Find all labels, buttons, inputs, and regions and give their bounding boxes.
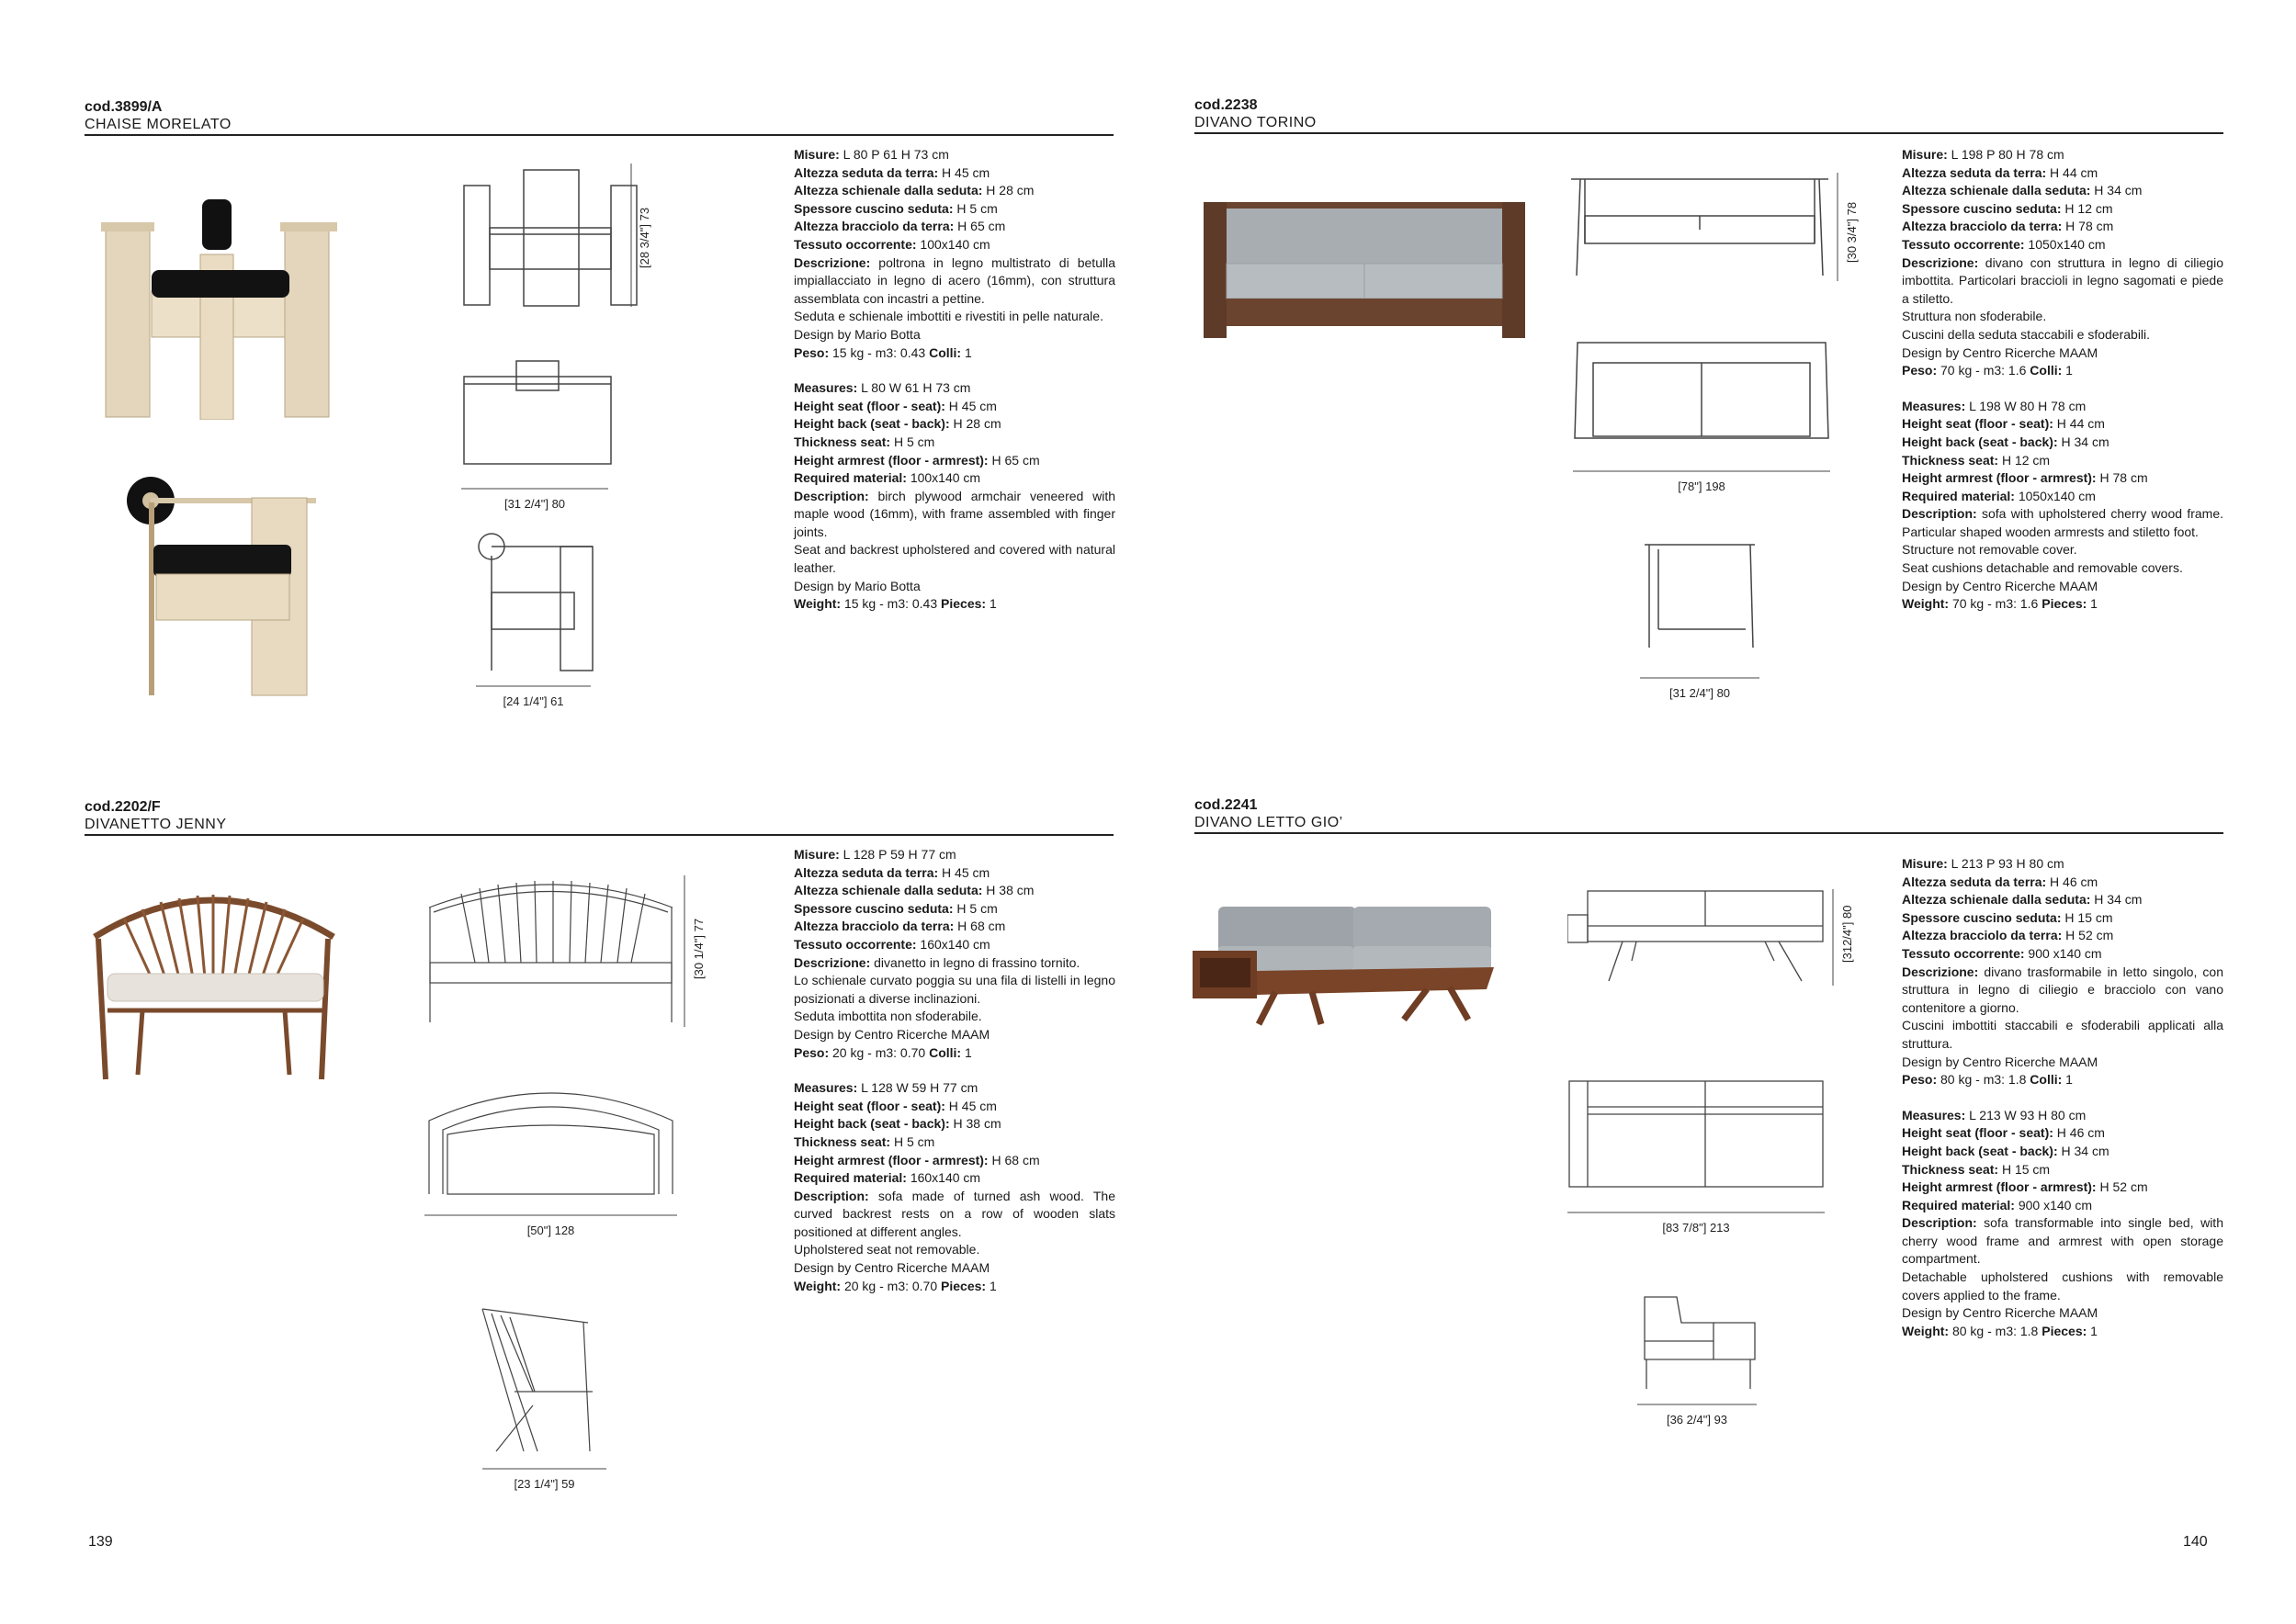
chaise-dim-line-v bbox=[629, 164, 633, 307]
chaise-photo-front bbox=[101, 195, 349, 420]
torino-drawing-side bbox=[1645, 542, 1759, 652]
gio-dim-height: [312/4"] 80 bbox=[1840, 905, 1854, 963]
jenny-dim-line-v bbox=[683, 875, 686, 1027]
chaise-dim-width: [31 2/4"] 80 bbox=[503, 497, 566, 511]
product-code: cod.2241 bbox=[1194, 797, 1258, 813]
page-number-left: 139 bbox=[88, 1534, 113, 1550]
torino-dim-line-v bbox=[1836, 173, 1839, 281]
torino-dim-depth: [31 2/4"] 80 bbox=[1668, 686, 1731, 700]
chaise-dim-line-h1 bbox=[461, 487, 608, 491]
gio-dim-line-h2 bbox=[1637, 1403, 1757, 1406]
jenny-dim-height: [30 1/4"] 77 bbox=[692, 918, 706, 979]
product-header-gio bbox=[1194, 796, 2223, 834]
torino-drawing-top bbox=[1573, 335, 1830, 445]
chaise-dim-height: [28 3/4"] 73 bbox=[638, 207, 651, 268]
chaise-drawing-top bbox=[461, 358, 617, 468]
chaise-photo-side bbox=[121, 473, 323, 698]
chaise-dim-depth: [24 1/4"] 61 bbox=[503, 694, 564, 708]
spec-block-jenny: Misure: L 128 P 59 H 77 cm Altezza seduta da terra: H 45 cm Altezza schienale dalla seduta: H 38 cm Spessore cuscino seduta: H 5 cm Altezza bracciolo da terra: H 68 cm Tessuto occorrente: 160x140 cm Descrizione: divanetto in legno di frassino tornito. Lo schienale curvato poggia su una fila di listelli in legno posizionati a diverse inclinazioni. Seduta imbottita non sfoderabile. Design by Centro Ricerche MAAM Peso: 20 kg - m3: 0.70 Colli: 1 Measures: L 128 W 59 H 77 cm Height seat (floor - seat): H 45 cm Height back (seat - back): H 38 cm Thickness seat: H 5 cm Height armrest (floor - armrest): H 68 cm Required material: 160x140 cm Description: sofa made of turned ash wood. The curved backrest rests on a row of wooden slats positioned at different angles. Upholstered seat not removable. Design by Centro Ricerche MAAM Weight: 20 kg - m3: 0.70 Pieces: 1 bbox=[794, 847, 1115, 1293]
jenny-dim-line-h2 bbox=[482, 1467, 606, 1471]
chaise-drawing-side bbox=[473, 528, 597, 675]
torino-dim-line-h2 bbox=[1640, 676, 1759, 680]
header-rule bbox=[85, 834, 1114, 836]
torino-drawing-front bbox=[1571, 175, 1828, 280]
spec-block-torino: Misure: L 198 P 80 H 78 cm Altezza seduta da terra: H 44 cm Altezza schienale dalla seduta: H 34 cm Spessore cuscino seduta: H 12 cm Altezza bracciolo da terra: H 78 cm Tessuto occorrente: 1050x140 cm Descrizione: divano con struttura in legno di ciliegio imbottita. Particolari braccioli in legno sagomati e piede a stiletto. Struttura non sfoderabile. Cuscini della seduta staccabili e sfoderabili. Design by Centro Ricerche MAAM Peso: 70 kg - m3: 1.6 Colli: 1 Measures: L 198 W 80 H 78 cm Height seat (floor - seat): H 44 cm Height back (seat - back): H 34 cm Thickness seat: H 12 cm Height armrest (floor - armrest): H 78 cm Required material: 1050x140 cm Description: sofa with upholstered cherry wood frame. Particular shaped wooden armrests and stiletto foot. Structure not removable cover. Seat cushions detachable and removable covers. Design by Centro Ricerche MAAM Weight: 70 kg - m3: 1.6 Pieces: 1 bbox=[1902, 147, 2223, 612]
torino-dim-width: [78"] 198 bbox=[1678, 479, 1725, 493]
jenny-dim-depth: [23 1/4"] 59 bbox=[514, 1477, 575, 1491]
product-name: DIVANO LETTO GIO’ bbox=[1194, 815, 1343, 830]
gio-drawing-top bbox=[1567, 1079, 1825, 1190]
gio-dim-line-h1 bbox=[1567, 1211, 1825, 1214]
spec-block-morelato: Misure: L 80 P 61 H 73 cm Altezza seduta da terra: H 45 cm Altezza schienale dalla seduta: H 28 cm Spessore cuscino seduta: H 5 cm Altezza bracciolo da terra: H 65 cm Tessuto occorrente: 100x140 cm Descrizione: poltrona in legno multistrato di betulla impiallacciato in legno di acero (16mm), con struttura assemblata con incastri a pettine. Seduta e schienale imbottiti e rivestiti in pelle naturale. Design by Mario Botta Peso: 15 kg - m3: 0.43 Colli: 1 Measures: L 80 W 61 H 73 cm Height seat (floor - seat): H 45 cm Height back (seat - back): H 28 cm Thickness seat: H 5 cm Height armrest (floor - armrest): H 65 cm Required material: 100x140 cm Description: birch plywood armchair veneered with maple wood (16mm), with frame assembled with finger joints. Seat and backrest upholstered and covered with natural leather. Design by Mario Botta Weight: 15 kg - m3: 0.43 Pieces: 1 bbox=[794, 147, 1115, 612]
gio-dim-line-v bbox=[1831, 889, 1835, 986]
header-rule bbox=[1194, 832, 2223, 834]
product-name: CHAISE MORELATO bbox=[85, 117, 232, 132]
torino-dim-height: [30 3/4"] 78 bbox=[1845, 201, 1859, 263]
product-name: DIVANETTO JENNY bbox=[85, 817, 227, 832]
product-header-morelato bbox=[85, 98, 1114, 136]
page-number-right: 140 bbox=[2183, 1534, 2208, 1550]
product-name: DIVANO TORINO bbox=[1194, 115, 1317, 130]
jenny-drawing-front bbox=[424, 875, 677, 1027]
gio-drawing-side bbox=[1635, 1295, 1759, 1392]
chaise-drawing-front bbox=[459, 165, 643, 308]
product-header-torino bbox=[1194, 96, 2223, 134]
jenny-dim-width: [50"] 128 bbox=[526, 1224, 575, 1237]
gio-drawing-front bbox=[1567, 889, 1825, 986]
jenny-photo bbox=[87, 882, 340, 1084]
gio-dim-depth: [36 2/4"] 93 bbox=[1666, 1413, 1728, 1427]
torino-photo bbox=[1199, 197, 1530, 340]
product-header-jenny bbox=[85, 798, 1114, 836]
header-rule bbox=[1194, 132, 2223, 134]
spec-block-gio: Misure: L 213 P 93 H 80 cm Altezza seduta da terra: H 46 cm Altezza schienale dalla seduta: H 34 cm Spessore cuscino seduta: H 15 cm Altezza bracciolo da terra: H 52 cm Tessuto occorrente: 900 x140 cm Descrizione: divano trasformabile in letto singolo, con struttura in legno di ciliegio e bracciolo con vano contenitore a giorno. Cuscini imbottiti staccabili e sfoderabili applicati alla struttura. Design by Centro Ricerche MAAM Peso: 80 kg - m3: 1.8 Colli: 1 Measures: L 213 W 93 H 80 cm Height seat (floor - seat): H 46 cm Height back (seat - back): H 34 cm Thickness seat: H 15 cm Height armrest (floor - armrest): H 52 cm Required material: 900 x140 cm Description: sofa transformable into single bed, with cherry wood frame and armrest with open storage compartment. Detachable upholstered cushions with removable covers applied to the frame. Design by Centro Ricerche MAAM Weight: 80 kg - m3: 1.8 Pieces: 1 bbox=[1902, 856, 2223, 1338]
gio-dim-width: [83 7/8"] 213 bbox=[1662, 1221, 1730, 1235]
gio-photo bbox=[1193, 905, 1496, 1043]
torino-dim-line-h1 bbox=[1573, 469, 1830, 473]
product-code: cod.2238 bbox=[1194, 97, 1258, 113]
jenny-drawing-side bbox=[478, 1304, 606, 1460]
header-rule bbox=[85, 134, 1114, 136]
jenny-dim-line-h1 bbox=[424, 1213, 677, 1217]
jenny-drawing-top bbox=[424, 1079, 677, 1199]
product-code: cod.2202/F bbox=[85, 799, 161, 815]
product-code: cod.3899/A bbox=[85, 99, 163, 115]
chaise-dim-line-h2 bbox=[476, 684, 591, 688]
